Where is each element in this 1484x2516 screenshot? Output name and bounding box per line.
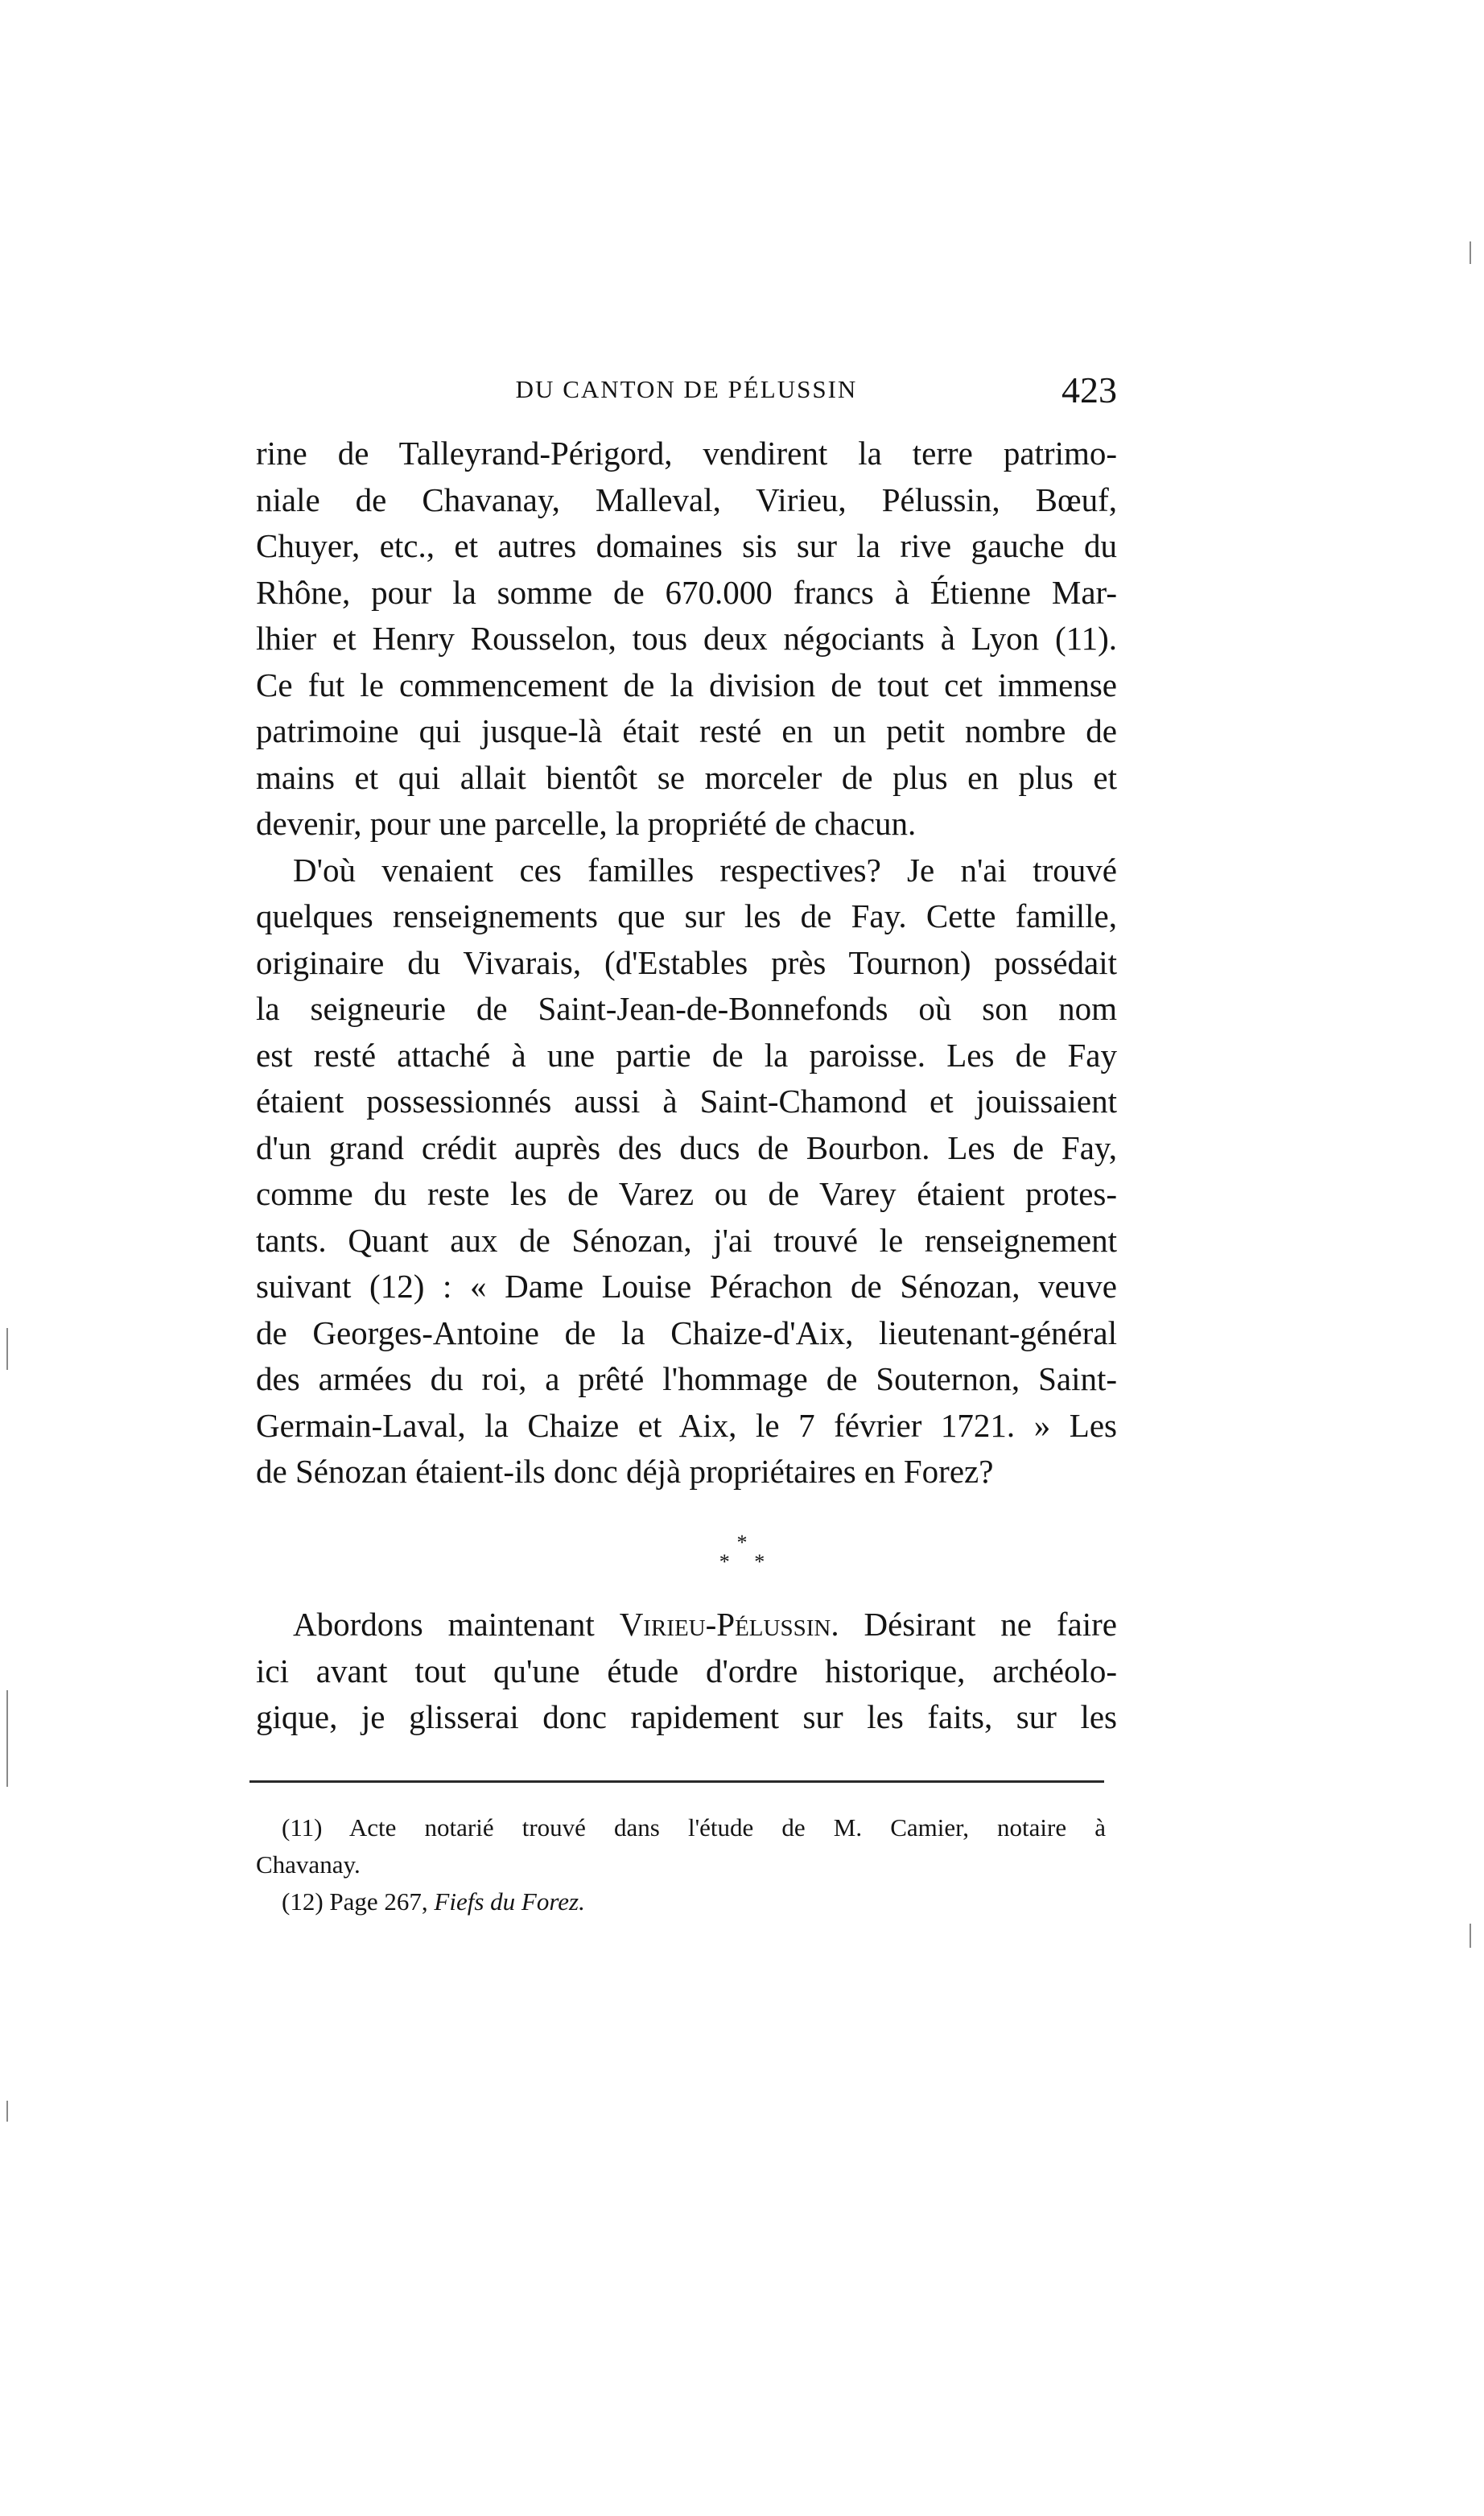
text-line: gique, je glisserai donc rapidement sur les faits, sur les bbox=[256, 1698, 1117, 1735]
text-line: mains et qui allait bientôt se morceler de plus en plus et bbox=[256, 758, 1117, 796]
scan-edge-mark-left-mid bbox=[6, 1690, 8, 1787]
text-line: Germain-Laval, la Chaize et Aix, le 7 février 1721. » Les bbox=[256, 1406, 1117, 1444]
text-line: patrimoine qui jusque-là était resté en un petit nombre de bbox=[256, 712, 1117, 749]
footnote-rule bbox=[249, 1780, 1104, 1783]
text-line: Rhône, pour la somme de 670.000 francs à Étienne Mar- bbox=[256, 573, 1117, 611]
text-line: de Georges-Antoine de la Chaize-d'Aix, lieutenant-général bbox=[256, 1314, 1117, 1351]
scan-edge-mark-left-lower bbox=[6, 2101, 8, 2122]
text-line: la seigneurie de Saint-Jean-de-Bonnefonds où son nom bbox=[256, 990, 1117, 1027]
text-line: de Sénozan étaient-ils donc déjà propriétaires en Forez? bbox=[256, 1453, 994, 1490]
text-line: tants. Quant aux de Sénozan, j'ai trouvé le renseignement bbox=[256, 1221, 1117, 1259]
cited-work-title: Fiefs du Forez. bbox=[434, 1887, 585, 1916]
text-line: lhier et Henry Rousselon, tous deux négociants à Lyon (11). bbox=[256, 620, 1117, 657]
text-line: D'où venaient ces familles respectives? Je n'ai trouvé bbox=[293, 851, 1117, 889]
asterism-bottom: * * bbox=[719, 1550, 775, 1574]
text-fragment: (12) Page 267, bbox=[282, 1887, 435, 1916]
text-line: devenir, pour une parcelle, la propriété de chacun. bbox=[256, 805, 917, 842]
asterism-top: * bbox=[736, 1531, 748, 1554]
text-line: d'un grand crédit auprès des ducs de Bourbon. Les de Fay, bbox=[256, 1128, 1117, 1166]
text-line: Chuyer, etc., et autres domaines sis sur la rive gauche du bbox=[256, 527, 1117, 564]
footnote-12 bbox=[256, 1883, 1106, 1920]
footnote-11-continuation: Chavanay. bbox=[256, 1850, 361, 1879]
text-fragment: . Désirant ne faire bbox=[831, 1606, 1117, 1643]
footnote-11: (11) Acte notarié trouvé dans l'étude de M. Camier, notaire à bbox=[282, 1813, 1106, 1842]
body-text-continued bbox=[256, 1602, 1117, 1741]
text-line: niale de Chavanay, Malleval, Virieu, Pélussin, Bœuf, bbox=[256, 481, 1117, 518]
running-title: DU CANTON DE PÉLUSSIN bbox=[515, 375, 858, 403]
place-name-smallcaps: Virieu-Pélussin bbox=[619, 1606, 831, 1643]
scan-edge-mark-right-top bbox=[1470, 241, 1471, 264]
text-line: quelques renseignements que sur les de Fay. Cette famille, bbox=[256, 897, 1117, 934]
text-line: Ce fut le commencement de la division de tout cet immense bbox=[256, 666, 1117, 703]
body-text bbox=[256, 431, 1117, 1495]
scan-edge-mark-right-mid bbox=[1470, 1924, 1471, 1948]
asterism-separator bbox=[0, 1533, 1484, 1582]
text-line: est resté attaché à une partie de la paroisse. Les de Fay bbox=[256, 1036, 1117, 1074]
text-line: étaient possessionnés aussi à Saint-Chamond et jouissaient bbox=[256, 1083, 1117, 1120]
page-number: 423 bbox=[1061, 369, 1117, 410]
text-line: rine de Talleyrand-Périgord, vendirent la terre patrimo- bbox=[256, 435, 1117, 472]
footnotes bbox=[256, 1809, 1106, 1920]
running-head bbox=[256, 369, 1117, 417]
text-line: ici avant tout qu'une étude d'ordre historique, archéolo- bbox=[256, 1652, 1117, 1689]
scan-edge-mark-left-upper bbox=[6, 1328, 8, 1370]
text-line: originaire du Vivarais, (d'Estables près Tournon) possédait bbox=[256, 943, 1117, 981]
text-fragment: Abordons maintenant bbox=[293, 1606, 620, 1643]
text-line: des armées du roi, a prêté l'hommage de Souternon, Saint- bbox=[256, 1360, 1117, 1397]
text-line: comme du reste les de Varez ou de Varey étaient protes- bbox=[256, 1175, 1117, 1212]
text-line bbox=[256, 1602, 1117, 1648]
text-line: suivant (12) : « Dame Louise Pérachon de Sénozan, veuve bbox=[256, 1268, 1117, 1305]
